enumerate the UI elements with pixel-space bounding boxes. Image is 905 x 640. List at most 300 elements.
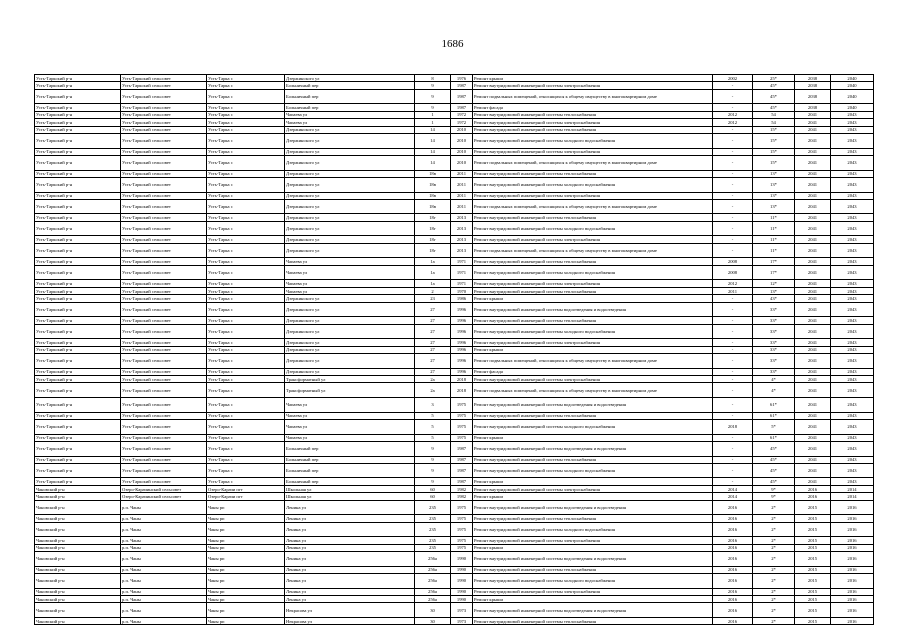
cell-work-type: Ремонт крыши (473, 75, 713, 82)
cell-plan-end: 2016 (831, 544, 874, 551)
table-row (35, 412, 874, 419)
cell-municipality: Усть-Таркский сельсовет (121, 375, 207, 382)
cell-work-type: Ремонт внутридомовой инженерной системы холодного водоснабжения (473, 324, 713, 339)
cell-district: Усть-Таркский р-н (35, 456, 121, 463)
cell-district: Чановский р-н (35, 595, 121, 602)
cell-year-built: 1986 (451, 295, 473, 302)
cell-house: 235 (415, 515, 451, 522)
cell-house: 18в (415, 192, 451, 199)
cell-plan-start: 2041 (795, 199, 831, 214)
cell-last-repair-year: 2008 (713, 265, 753, 280)
cell-plan-start: 2041 (795, 478, 831, 485)
cell-district: Чановский р-н (35, 485, 121, 492)
table-row (35, 265, 874, 280)
cell-last-repair-year: - (713, 177, 753, 192)
cell-street: Ленина ул (285, 588, 415, 595)
cell-wear: 33* (753, 302, 795, 317)
cell-district: Усть-Таркский р-н (35, 324, 121, 339)
cell-plan-start: 2015 (795, 574, 831, 589)
table-row (35, 111, 874, 118)
cell-settlement: Усть-Тарка с (207, 177, 285, 192)
cell-settlement: Чаны рп (207, 574, 285, 589)
cell-wear: 17* (753, 265, 795, 280)
cell-house: 9 (415, 456, 451, 463)
cell-settlement: Усть-Тарка с (207, 339, 285, 346)
cell-municipality: Усть-Таркский сельсовет (121, 89, 207, 104)
cell-work-type: Ремонт внутридомовой инженерной системы холодного водоснабжения (473, 177, 713, 192)
cell-street: Дзержинского ул (285, 317, 415, 324)
cell-wear: 11* (753, 214, 795, 221)
cell-work-type: Ремонт внутридомовой инженерной системы теплоснабжения (473, 617, 713, 624)
cell-work-type: Ремонт внутридомовой инженерной системы теплоснабжения (473, 456, 713, 463)
cell-year-built: 1976 (451, 75, 473, 82)
cell-work-type: Ремонт внутридомовой инженерной системы электроснабжения (473, 280, 713, 287)
cell-settlement: Чаны рп (207, 603, 285, 618)
cell-plan-start: 2041 (795, 221, 831, 236)
cell-year-built: 1987 (451, 456, 473, 463)
table-row (35, 317, 874, 324)
cell-municipality: Озеро-Карачинский сельсовет (121, 485, 207, 492)
cell-street: Чапаева ул (285, 287, 415, 294)
cell-plan-end: 2016 (831, 537, 874, 544)
cell-wear: 2* (753, 544, 795, 551)
cell-work-type: Ремонт внутридомовой инженерной системы теплоснабжения (473, 258, 713, 265)
cell-plan-end: 2040 (831, 89, 874, 104)
cell-house: 14 (415, 155, 451, 170)
cell-wear: 45* (753, 89, 795, 104)
cell-year-built: 2010 (451, 148, 473, 155)
cell-street: Ленина ул (285, 544, 415, 551)
cell-settlement: Усть-Тарка с (207, 375, 285, 382)
cell-house: 18г (415, 214, 451, 221)
cell-house: 23 (415, 295, 451, 302)
cell-district: Усть-Таркский р-н (35, 478, 121, 485)
cell-house: 27 (415, 339, 451, 346)
cell-year-built: 2018 (451, 383, 473, 398)
cell-settlement: Чаны рп (207, 617, 285, 624)
cell-municipality: Усть-Таркский сельсовет (121, 456, 207, 463)
cell-last-repair-year: - (713, 133, 753, 148)
cell-wear: 13* (753, 192, 795, 199)
cell-house: 2а (415, 375, 451, 382)
cell-street: Ленина ул (285, 574, 415, 589)
cell-district: Усть-Таркский р-н (35, 419, 121, 434)
cell-district: Усть-Таркский р-н (35, 75, 121, 82)
table-row (35, 537, 874, 544)
cell-street: Ленина ул (285, 595, 415, 602)
cell-plan-start: 2015 (795, 603, 831, 618)
cell-plan-end: 2016 (831, 574, 874, 589)
cell-settlement: Чаны рп (207, 515, 285, 522)
cell-year-built: 1973 (451, 603, 473, 618)
cell-year-built: 1975 (451, 522, 473, 537)
cell-year-built: 1975 (451, 412, 473, 419)
cell-plan-start: 2016 (795, 493, 831, 500)
cell-street: Больничный пер (285, 104, 415, 111)
cell-settlement: Усть-Тарка с (207, 295, 285, 302)
cell-district: Чановский р-н (35, 552, 121, 567)
cell-house: 18г (415, 236, 451, 243)
cell-district: Усть-Таркский р-н (35, 295, 121, 302)
cell-year-built: 2011 (451, 192, 473, 199)
cell-settlement: Чаны рп (207, 537, 285, 544)
cell-work-type: Ремонт крыши (473, 346, 713, 353)
cell-plan-start: 2041 (795, 243, 831, 258)
cell-year-built: 2011 (451, 177, 473, 192)
cell-last-repair-year: - (713, 89, 753, 104)
cell-street: Больничный пер (285, 82, 415, 89)
table-row (35, 595, 874, 602)
cell-year-built: 1973 (451, 617, 473, 624)
table-row (35, 192, 874, 199)
cell-plan-end: 2043 (831, 170, 874, 177)
cell-plan-end: 2043 (831, 353, 874, 368)
cell-municipality: Усть-Таркский сельсовет (121, 295, 207, 302)
cell-work-type: Ремонт внутридомовой инженерной системы холодного водоснабжения (473, 221, 713, 236)
cell-settlement: Усть-Тарка с (207, 133, 285, 148)
cell-municipality: р.п. Чаны (121, 603, 207, 618)
cell-house: 5 (415, 412, 451, 419)
table-row (35, 214, 874, 221)
cell-year-built: 1996 (451, 368, 473, 375)
cell-settlement: Усть-Тарка с (207, 82, 285, 89)
cell-municipality: р.п. Чаны (121, 588, 207, 595)
cell-municipality: Усть-Таркский сельсовет (121, 324, 207, 339)
cell-plan-end: 2016 (831, 603, 874, 618)
cell-municipality: р.п. Чаны (121, 566, 207, 573)
cell-plan-end: 2016 (831, 522, 874, 537)
cell-plan-start: 2041 (795, 302, 831, 317)
cell-plan-end: 2043 (831, 133, 874, 148)
cell-district: Усть-Таркский р-н (35, 236, 121, 243)
cell-house: 9 (415, 478, 451, 485)
cell-plan-start: 2038 (795, 82, 831, 89)
cell-settlement: Чаны рп (207, 566, 285, 573)
cell-street: Дзержинского ул (285, 302, 415, 317)
cell-year-built: 1975 (451, 537, 473, 544)
cell-last-repair-year: - (713, 324, 753, 339)
cell-district: Чановский р-н (35, 537, 121, 544)
cell-street: Дзержинского ул (285, 295, 415, 302)
cell-year-built: 1975 (451, 434, 473, 441)
cell-district: Усть-Таркский р-н (35, 317, 121, 324)
cell-settlement: Усть-Тарка с (207, 280, 285, 287)
cell-street: Некрасова ул (285, 617, 415, 624)
cell-year-built: 1987 (451, 478, 473, 485)
cell-plan-end: 2043 (831, 119, 874, 126)
table-row (35, 397, 874, 412)
cell-house: 14 (415, 148, 451, 155)
cell-settlement: Усть-Тарка с (207, 353, 285, 368)
cell-house: 3 (415, 397, 451, 412)
cell-house: 5 (415, 434, 451, 441)
cell-plan-start: 2041 (795, 126, 831, 133)
cell-plan-start: 2041 (795, 192, 831, 199)
cell-house: 27 (415, 353, 451, 368)
cell-year-built: 1970 (451, 287, 473, 294)
cell-last-repair-year: 2016 (713, 537, 753, 544)
cell-plan-start: 2041 (795, 133, 831, 148)
cell-municipality: Усть-Таркский сельсовет (121, 419, 207, 434)
cell-year-built: 2013 (451, 243, 473, 258)
cell-house: 2а (415, 383, 451, 398)
cell-settlement: Усть-Тарка с (207, 434, 285, 441)
cell-plan-end: 2043 (831, 368, 874, 375)
cell-last-repair-year: - (713, 243, 753, 258)
cell-municipality: р.п. Чаны (121, 515, 207, 522)
cell-district: Чановский р-н (35, 515, 121, 522)
cell-settlement: Усть-Тарка с (207, 258, 285, 265)
cell-house: 14 (415, 126, 451, 133)
cell-plan-start: 2041 (795, 353, 831, 368)
table-row (35, 133, 874, 148)
cell-street: Чапаева ул (285, 434, 415, 441)
cell-plan-start: 2015 (795, 595, 831, 602)
table-row (35, 566, 874, 573)
table-row (35, 574, 874, 589)
cell-district: Усть-Таркский р-н (35, 375, 121, 382)
table-row (35, 119, 874, 126)
cell-plan-start: 2015 (795, 522, 831, 537)
cell-municipality: Усть-Таркский сельсовет (121, 463, 207, 478)
cell-wear: 5* (753, 419, 795, 434)
cell-plan-end: 2043 (831, 412, 874, 419)
cell-municipality: Усть-Таркский сельсовет (121, 317, 207, 324)
cell-wear: 12* (753, 280, 795, 287)
table-row (35, 199, 874, 214)
cell-plan-start: 2015 (795, 588, 831, 595)
cell-plan-start: 2041 (795, 265, 831, 280)
cell-municipality: р.п. Чаны (121, 544, 207, 551)
page-number: 1686 (441, 38, 464, 50)
cell-wear: 15* (753, 133, 795, 148)
cell-municipality: Усть-Таркский сельсовет (121, 441, 207, 456)
table-row (35, 552, 874, 567)
cell-plan-start: 2041 (795, 456, 831, 463)
cell-settlement: Усть-Тарка с (207, 265, 285, 280)
cell-municipality: Усть-Таркский сельсовет (121, 221, 207, 236)
cell-plan-start: 2015 (795, 500, 831, 515)
cell-work-type: Ремонт внутридомовой инженерной системы теплоснабжения (473, 515, 713, 522)
cell-work-type: Ремонт фасада (473, 368, 713, 375)
table-row (35, 302, 874, 317)
cell-year-built: 1987 (451, 89, 473, 104)
cell-year-built: 1975 (451, 397, 473, 412)
cell-municipality: Усть-Таркский сельсовет (121, 192, 207, 199)
cell-plan-start: 2041 (795, 287, 831, 294)
cell-municipality: Усть-Таркский сельсовет (121, 280, 207, 287)
cell-plan-start: 2038 (795, 75, 831, 82)
cell-last-repair-year: - (713, 221, 753, 236)
cell-plan-end: 2043 (831, 441, 874, 456)
table-row (35, 82, 874, 89)
cell-street: Школьная ул (285, 493, 415, 500)
cell-wear: 9* (753, 485, 795, 492)
cell-house: 256а (415, 588, 451, 595)
cell-plan-end: 2043 (831, 324, 874, 339)
cell-plan-end: 2043 (831, 339, 874, 346)
cell-year-built: 1990 (451, 574, 473, 589)
cell-settlement: Чаны рп (207, 522, 285, 537)
cell-year-built: 1975 (451, 544, 473, 551)
table-row (35, 353, 874, 368)
cell-last-repair-year: 2016 (713, 574, 753, 589)
cell-plan-start: 2015 (795, 544, 831, 551)
cell-settlement: Усть-Тарка с (207, 463, 285, 478)
cell-plan-end: 2043 (831, 243, 874, 258)
cell-street: Дзержинского ул (285, 339, 415, 346)
cell-work-type: Ремонт внутридомовой инженерной системы электроснабжения (473, 375, 713, 382)
cell-wear: 13* (753, 170, 795, 177)
cell-municipality: Усть-Таркский сельсовет (121, 434, 207, 441)
cell-settlement: Усть-Тарка с (207, 119, 285, 126)
cell-last-repair-year: 2008 (713, 258, 753, 265)
cell-work-type: Ремонт крыши (473, 493, 713, 500)
cell-wear: 45* (753, 82, 795, 89)
cell-district: Чановский р-н (35, 588, 121, 595)
cell-settlement: Озеро-Карачи пгт (207, 485, 285, 492)
cell-plan-start: 2041 (795, 214, 831, 221)
cell-house: 18в (415, 177, 451, 192)
cell-year-built: 1996 (451, 302, 473, 317)
cell-wear: 33* (753, 324, 795, 339)
cell-year-built: 1987 (451, 104, 473, 111)
table-row (35, 383, 874, 398)
cell-district: Усть-Таркский р-н (35, 243, 121, 258)
cell-work-type: Ремонт внутридомовой инженерной системы холодного водоснабжения (473, 463, 713, 478)
cell-year-built: 1990 (451, 588, 473, 595)
cell-last-repair-year: 2012 (713, 111, 753, 118)
cell-wear: 2* (753, 588, 795, 595)
cell-work-type: Ремонт подвальных помещений, относящихся к общему имуществу в многоквартирном доме (473, 155, 713, 170)
cell-municipality: Усть-Таркский сельсовет (121, 126, 207, 133)
cell-plan-end: 2014 (831, 493, 874, 500)
cell-municipality: р.п. Чаны (121, 500, 207, 515)
cell-plan-end: 2043 (831, 111, 874, 118)
cell-street: Ленина ул (285, 522, 415, 537)
cell-last-repair-year: 2016 (713, 522, 753, 537)
cell-work-type: Ремонт внутридомовой инженерной системы электроснабжения (473, 588, 713, 595)
cell-last-repair-year: 2016 (713, 595, 753, 602)
cell-plan-end: 2040 (831, 104, 874, 111)
cell-work-type: Ремонт внутридомовой инженерной системы электроснабжения (473, 236, 713, 243)
cell-work-type: Ремонт внутридомовой инженерной системы электроснабжения (473, 82, 713, 89)
cell-year-built: 1982 (451, 485, 473, 492)
cell-street: Дзержинского ул (285, 368, 415, 375)
table-row (35, 236, 874, 243)
cell-work-type: Ремонт крыши (473, 434, 713, 441)
cell-last-repair-year: - (713, 353, 753, 368)
cell-work-type: Ремонт внутридомовой инженерной системы электроснабжения (473, 119, 713, 126)
cell-work-type: Ремонт внутридомовой инженерной системы теплоснабжения (473, 412, 713, 419)
table-row (35, 104, 874, 111)
cell-street: Ленина ул (285, 566, 415, 573)
cell-district: Усть-Таркский р-н (35, 434, 121, 441)
cell-plan-end: 2043 (831, 375, 874, 382)
cell-last-repair-year: 2011 (713, 287, 753, 294)
cell-plan-start: 2041 (795, 412, 831, 419)
cell-street: Дзержинского ул (285, 214, 415, 221)
cell-last-repair-year: 2016 (713, 603, 753, 618)
cell-house: 18в (415, 170, 451, 177)
cell-last-repair-year: - (713, 295, 753, 302)
table-row (35, 280, 874, 287)
table-row (35, 463, 874, 478)
cell-plan-start: 2041 (795, 236, 831, 243)
table-row (35, 126, 874, 133)
cell-wear: 4* (753, 375, 795, 382)
cell-wear: 11* (753, 221, 795, 236)
cell-last-repair-year: 2016 (713, 617, 753, 624)
cell-settlement: Усть-Тарка с (207, 287, 285, 294)
cell-plan-start: 2016 (795, 485, 831, 492)
cell-wear: 15* (753, 148, 795, 155)
cell-street: Больничный пер (285, 463, 415, 478)
cell-municipality: р.п. Чаны (121, 595, 207, 602)
cell-street: Дзержинского ул (285, 75, 415, 82)
cell-work-type: Ремонт внутридомовой инженерной системы электроснабжения (473, 339, 713, 346)
cell-plan-start: 2015 (795, 552, 831, 567)
cell-wear: 2* (753, 603, 795, 618)
cell-work-type: Ремонт внутридомовой инженерной системы холодного водоснабжения (473, 522, 713, 537)
cell-district: Усть-Таркский р-н (35, 339, 121, 346)
cell-wear: 33* (753, 353, 795, 368)
cell-house: 9 (415, 104, 451, 111)
cell-plan-end: 2040 (831, 82, 874, 89)
cell-municipality: Усть-Таркский сельсовет (121, 265, 207, 280)
cell-wear: 2* (753, 574, 795, 589)
cell-year-built: 1996 (451, 353, 473, 368)
cell-municipality: Усть-Таркский сельсовет (121, 75, 207, 82)
cell-plan-start: 2041 (795, 346, 831, 353)
cell-plan-start: 2041 (795, 441, 831, 456)
cell-settlement: Чаны рп (207, 500, 285, 515)
cell-wear: 2* (753, 500, 795, 515)
cell-last-repair-year: - (713, 375, 753, 382)
table-row (35, 324, 874, 339)
cell-plan-end: 2043 (831, 177, 874, 192)
cell-plan-start: 2041 (795, 317, 831, 324)
cell-plan-end: 2043 (831, 280, 874, 287)
cell-plan-end: 2043 (831, 346, 874, 353)
cell-plan-start: 2015 (795, 566, 831, 573)
cell-plan-start: 2041 (795, 170, 831, 177)
cell-house: 14 (415, 133, 451, 148)
cell-street: Трансформатный ул (285, 375, 415, 382)
repair-schedule-table (34, 74, 874, 625)
cell-street: Ленина ул (285, 515, 415, 522)
cell-settlement: Чаны рп (207, 552, 285, 567)
cell-last-repair-year: - (713, 456, 753, 463)
cell-year-built: 2011 (451, 170, 473, 177)
table-row (35, 544, 874, 551)
cell-year-built: 2013 (451, 236, 473, 243)
cell-wear: 2* (753, 617, 795, 624)
cell-work-type: Ремонт внутридомовой инженерной системы водоотведения и водоотведения (473, 441, 713, 456)
cell-house: 1а (415, 258, 451, 265)
cell-municipality: р.п. Чаны (121, 552, 207, 567)
cell-wear: 9* (753, 493, 795, 500)
table-row (35, 148, 874, 155)
cell-district: Усть-Таркский р-н (35, 199, 121, 214)
cell-plan-start: 2041 (795, 339, 831, 346)
cell-wear: 33* (753, 339, 795, 346)
cell-work-type: Ремонт внутридомовой инженерной системы электроснабжения (473, 537, 713, 544)
table-row (35, 515, 874, 522)
table-row (35, 588, 874, 595)
cell-house: 18г (415, 243, 451, 258)
table-row (35, 346, 874, 353)
